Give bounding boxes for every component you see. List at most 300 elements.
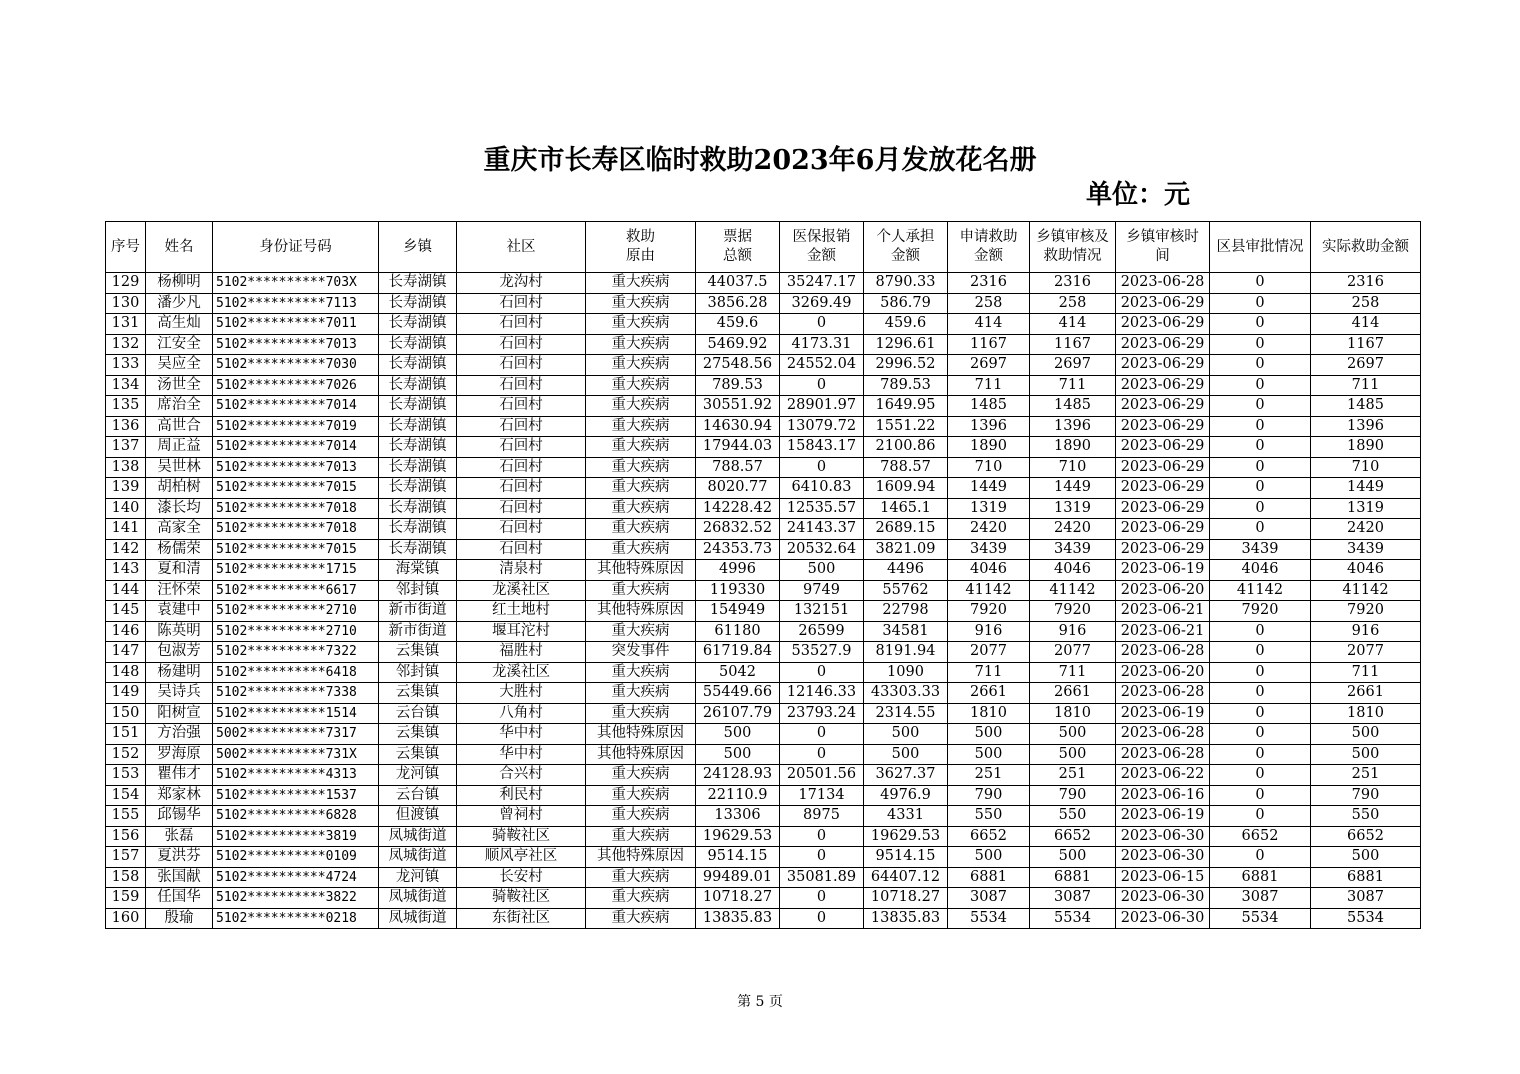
cell-insurance: 20532.64 <box>780 539 864 560</box>
cell-personal: 4496 <box>864 560 948 581</box>
cell-county-approval: 3087 <box>1210 888 1311 909</box>
cell-id: 5102**********7014 <box>213 396 379 417</box>
cell-bill-total: 5469.92 <box>696 334 780 355</box>
cell-reason: 重大疾病 <box>586 621 696 642</box>
cell-id: 5102**********7030 <box>213 355 379 376</box>
cell-reason: 其他特殊原因 <box>586 724 696 745</box>
cell-town: 凤城街道 <box>379 847 457 868</box>
table-row <box>106 457 1421 478</box>
cell-personal: 789.53 <box>864 375 948 396</box>
cell-actual-amount: 500 <box>1311 847 1421 868</box>
col-header-bill-total: 票据 总额 <box>696 222 780 273</box>
col-header-insurance: 医保报销 金额 <box>780 222 864 273</box>
cell-review-date: 2023-06-29 <box>1116 416 1210 437</box>
cell-apply: 500 <box>948 724 1030 745</box>
cell-seq: 155 <box>106 806 146 827</box>
cell-actual-amount: 2420 <box>1311 519 1421 540</box>
cell-town-review: 1485 <box>1030 396 1116 417</box>
cell-county-approval: 0 <box>1210 847 1311 868</box>
cell-town: 云集镇 <box>379 683 457 704</box>
cell-id: 5102**********7113 <box>213 293 379 314</box>
cell-name: 包淑芳 <box>146 642 213 663</box>
table-row <box>106 785 1421 806</box>
cell-insurance: 20501.56 <box>780 765 864 786</box>
cell-town-review: 1449 <box>1030 478 1116 499</box>
cell-name: 瞿伟才 <box>146 765 213 786</box>
cell-id: 5102**********7018 <box>213 498 379 519</box>
cell-insurance: 53527.9 <box>780 642 864 663</box>
cell-reason: 重大疾病 <box>586 683 696 704</box>
cell-review-date: 2023-06-20 <box>1116 580 1210 601</box>
cell-id: 5102**********7015 <box>213 478 379 499</box>
cell-name: 潘少凡 <box>146 293 213 314</box>
table-header-row <box>106 222 1421 273</box>
cell-reason: 重大疾病 <box>586 334 696 355</box>
cell-apply: 4046 <box>948 560 1030 581</box>
cell-town: 但渡镇 <box>379 806 457 827</box>
cell-bill-total: 4996 <box>696 560 780 581</box>
table-row <box>106 580 1421 601</box>
cell-apply: 500 <box>948 847 1030 868</box>
cell-actual-amount: 1396 <box>1311 416 1421 437</box>
cell-name: 方治强 <box>146 724 213 745</box>
cell-community: 石回村 <box>457 293 586 314</box>
table-row <box>106 478 1421 499</box>
cell-county-approval: 0 <box>1210 662 1311 683</box>
cell-community: 石回村 <box>457 334 586 355</box>
cell-community: 骑鞍社区 <box>457 888 586 909</box>
cell-review-date: 2023-06-19 <box>1116 806 1210 827</box>
cell-county-approval: 0 <box>1210 273 1311 294</box>
table-row <box>106 519 1421 540</box>
cell-seq: 160 <box>106 908 146 929</box>
cell-town: 新市街道 <box>379 601 457 622</box>
cell-town: 长寿湖镇 <box>379 539 457 560</box>
cell-apply: 1449 <box>948 478 1030 499</box>
cell-seq: 148 <box>106 662 146 683</box>
cell-insurance: 132151 <box>780 601 864 622</box>
cell-seq: 136 <box>106 416 146 437</box>
cell-bill-total: 61180 <box>696 621 780 642</box>
cell-personal: 500 <box>864 724 948 745</box>
cell-name: 张磊 <box>146 826 213 847</box>
cell-community: 大胜村 <box>457 683 586 704</box>
cell-id: 5102**********7015 <box>213 539 379 560</box>
cell-review-date: 2023-06-30 <box>1116 847 1210 868</box>
cell-reason: 重大疾病 <box>586 867 696 888</box>
cell-reason: 突发事件 <box>586 642 696 663</box>
cell-apply: 6881 <box>948 867 1030 888</box>
cell-community: 福胜村 <box>457 642 586 663</box>
cell-county-approval: 0 <box>1210 293 1311 314</box>
cell-bill-total: 788.57 <box>696 457 780 478</box>
cell-county-approval: 0 <box>1210 519 1311 540</box>
cell-name: 阳树宣 <box>146 703 213 724</box>
cell-bill-total: 459.6 <box>696 314 780 335</box>
cell-actual-amount: 1167 <box>1311 334 1421 355</box>
cell-town-review: 711 <box>1030 662 1116 683</box>
cell-review-date: 2023-06-29 <box>1116 478 1210 499</box>
cell-county-approval: 6881 <box>1210 867 1311 888</box>
table-row <box>106 867 1421 888</box>
cell-apply: 2661 <box>948 683 1030 704</box>
cell-insurance: 0 <box>780 888 864 909</box>
cell-review-date: 2023-06-28 <box>1116 273 1210 294</box>
cell-id: 5102**********7026 <box>213 375 379 396</box>
cell-id: 5102**********4724 <box>213 867 379 888</box>
cell-bill-total: 154949 <box>696 601 780 622</box>
cell-personal: 10718.27 <box>864 888 948 909</box>
cell-insurance: 8975 <box>780 806 864 827</box>
cell-town-review: 2420 <box>1030 519 1116 540</box>
cell-town: 云台镇 <box>379 785 457 806</box>
table-row <box>106 314 1421 335</box>
cell-reason: 重大疾病 <box>586 478 696 499</box>
cell-name: 高家全 <box>146 519 213 540</box>
cell-personal: 34581 <box>864 621 948 642</box>
cell-review-date: 2023-06-29 <box>1116 519 1210 540</box>
cell-town-review: 6652 <box>1030 826 1116 847</box>
cell-bill-total: 13835.83 <box>696 908 780 929</box>
cell-apply: 414 <box>948 314 1030 335</box>
cell-town: 长寿湖镇 <box>379 498 457 519</box>
cell-town-review: 7920 <box>1030 601 1116 622</box>
cell-id: 5102**********6828 <box>213 806 379 827</box>
cell-town-review: 6881 <box>1030 867 1116 888</box>
table-row <box>106 273 1421 294</box>
cell-actual-amount: 550 <box>1311 806 1421 827</box>
cell-review-date: 2023-06-29 <box>1116 498 1210 519</box>
cell-seq: 158 <box>106 867 146 888</box>
cell-name: 高世合 <box>146 416 213 437</box>
cell-reason: 重大疾病 <box>586 396 696 417</box>
table-row <box>106 765 1421 786</box>
cell-personal: 8191.94 <box>864 642 948 663</box>
cell-town: 云集镇 <box>379 642 457 663</box>
table-row <box>106 744 1421 765</box>
table-row <box>106 826 1421 847</box>
cell-community: 石回村 <box>457 519 586 540</box>
cell-bill-total: 55449.66 <box>696 683 780 704</box>
page-title: 重庆市长寿区临时救助2023年6月发放花名册 <box>483 145 1037 176</box>
cell-apply: 6652 <box>948 826 1030 847</box>
cell-town-review: 5534 <box>1030 908 1116 929</box>
cell-personal: 1296.61 <box>864 334 948 355</box>
cell-community: 利民村 <box>457 785 586 806</box>
cell-apply: 1485 <box>948 396 1030 417</box>
cell-apply: 1810 <box>948 703 1030 724</box>
cell-seq: 151 <box>106 724 146 745</box>
cell-insurance: 12146.33 <box>780 683 864 704</box>
cell-name: 夏洪芬 <box>146 847 213 868</box>
cell-community: 石回村 <box>457 416 586 437</box>
cell-reason: 重大疾病 <box>586 519 696 540</box>
cell-seq: 159 <box>106 888 146 909</box>
cell-apply: 710 <box>948 457 1030 478</box>
table-row <box>106 355 1421 376</box>
cell-review-date: 2023-06-30 <box>1116 908 1210 929</box>
cell-personal: 3627.37 <box>864 765 948 786</box>
cell-town: 海棠镇 <box>379 560 457 581</box>
cell-insurance: 6410.83 <box>780 478 864 499</box>
cell-review-date: 2023-06-19 <box>1116 703 1210 724</box>
cell-bill-total: 26832.52 <box>696 519 780 540</box>
cell-personal: 13835.83 <box>864 908 948 929</box>
cell-county-approval: 0 <box>1210 457 1311 478</box>
cell-reason: 重大疾病 <box>586 826 696 847</box>
cell-review-date: 2023-06-22 <box>1116 765 1210 786</box>
col-header-personal: 个人承担 金额 <box>864 222 948 273</box>
cell-review-date: 2023-06-28 <box>1116 642 1210 663</box>
cell-insurance: 500 <box>780 560 864 581</box>
cell-town: 云台镇 <box>379 703 457 724</box>
cell-bill-total: 99489.01 <box>696 867 780 888</box>
cell-community: 龙溪社区 <box>457 580 586 601</box>
cell-name: 邱锡华 <box>146 806 213 827</box>
cell-name: 杨儒荣 <box>146 539 213 560</box>
cell-personal: 9514.15 <box>864 847 948 868</box>
table-row <box>106 498 1421 519</box>
cell-community: 顺风亭社区 <box>457 847 586 868</box>
cell-name: 殷瑜 <box>146 908 213 929</box>
cell-name: 袁建中 <box>146 601 213 622</box>
cell-seq: 144 <box>106 580 146 601</box>
table-row <box>106 560 1421 581</box>
col-header-seq: 序号 <box>106 222 146 273</box>
cell-reason: 重大疾病 <box>586 498 696 519</box>
cell-town: 长寿湖镇 <box>379 293 457 314</box>
cell-insurance: 4173.31 <box>780 334 864 355</box>
cell-community: 石回村 <box>457 437 586 458</box>
cell-apply: 1167 <box>948 334 1030 355</box>
cell-reason: 重大疾病 <box>586 765 696 786</box>
cell-name: 席治全 <box>146 396 213 417</box>
cell-personal: 788.57 <box>864 457 948 478</box>
cell-id: 5102**********7013 <box>213 334 379 355</box>
cell-insurance: 17134 <box>780 785 864 806</box>
table-row <box>106 908 1421 929</box>
table-row <box>106 416 1421 437</box>
cell-county-approval: 0 <box>1210 498 1311 519</box>
cell-bill-total: 500 <box>696 724 780 745</box>
col-header-review-date: 乡镇审核时 间 <box>1116 222 1210 273</box>
cell-id: 5102**********0218 <box>213 908 379 929</box>
table-row <box>106 662 1421 683</box>
cell-reason: 重大疾病 <box>586 539 696 560</box>
cell-id: 5102**********7011 <box>213 314 379 335</box>
cell-insurance: 23793.24 <box>780 703 864 724</box>
cell-id: 5002**********7317 <box>213 724 379 745</box>
cell-town-review: 251 <box>1030 765 1116 786</box>
cell-community: 华中村 <box>457 724 586 745</box>
cell-seq: 129 <box>106 273 146 294</box>
cell-seq: 137 <box>106 437 146 458</box>
cell-actual-amount: 1485 <box>1311 396 1421 417</box>
table-row <box>106 437 1421 458</box>
cell-town: 长寿湖镇 <box>379 478 457 499</box>
cell-id: 5102**********1514 <box>213 703 379 724</box>
cell-actual-amount: 414 <box>1311 314 1421 335</box>
cell-community: 龙溪社区 <box>457 662 586 683</box>
cell-town-review: 258 <box>1030 293 1116 314</box>
cell-bill-total: 24353.73 <box>696 539 780 560</box>
cell-apply: 1890 <box>948 437 1030 458</box>
cell-seq: 142 <box>106 539 146 560</box>
cell-town: 凤城街道 <box>379 826 457 847</box>
cell-name: 夏和清 <box>146 560 213 581</box>
cell-seq: 139 <box>106 478 146 499</box>
cell-town-review: 711 <box>1030 375 1116 396</box>
table-row <box>106 293 1421 314</box>
cell-town-review: 1810 <box>1030 703 1116 724</box>
cell-reason: 重大疾病 <box>586 314 696 335</box>
cell-reason: 重大疾病 <box>586 457 696 478</box>
cell-town-review: 1319 <box>1030 498 1116 519</box>
cell-reason: 重大疾病 <box>586 375 696 396</box>
unit-label: 单位：元 <box>1086 180 1191 210</box>
cell-town-review: 1167 <box>1030 334 1116 355</box>
cell-name: 胡柏树 <box>146 478 213 499</box>
cell-apply: 790 <box>948 785 1030 806</box>
cell-seq: 132 <box>106 334 146 355</box>
cell-personal: 22798 <box>864 601 948 622</box>
cell-actual-amount: 4046 <box>1311 560 1421 581</box>
col-header-apply: 申请救助 金额 <box>948 222 1030 273</box>
cell-actual-amount: 2661 <box>1311 683 1421 704</box>
cell-town-review: 2661 <box>1030 683 1116 704</box>
cell-actual-amount: 5534 <box>1311 908 1421 929</box>
cell-id: 5102**********7014 <box>213 437 379 458</box>
cell-reason: 其他特殊原因 <box>586 560 696 581</box>
cell-county-approval: 6652 <box>1210 826 1311 847</box>
cell-actual-amount: 6652 <box>1311 826 1421 847</box>
cell-actual-amount: 710 <box>1311 457 1421 478</box>
cell-name: 杨柳明 <box>146 273 213 294</box>
cell-town: 长寿湖镇 <box>379 396 457 417</box>
cell-bill-total: 19629.53 <box>696 826 780 847</box>
cell-reason: 重大疾病 <box>586 437 696 458</box>
cell-town: 长寿湖镇 <box>379 334 457 355</box>
cell-insurance: 3269.49 <box>780 293 864 314</box>
cell-bill-total: 500 <box>696 744 780 765</box>
cell-apply: 2697 <box>948 355 1030 376</box>
cell-bill-total: 13306 <box>696 806 780 827</box>
cell-seq: 143 <box>106 560 146 581</box>
cell-county-approval: 3439 <box>1210 539 1311 560</box>
col-header-town: 乡镇 <box>379 222 457 273</box>
cell-name: 吴应全 <box>146 355 213 376</box>
cell-community: 华中村 <box>457 744 586 765</box>
cell-community: 石回村 <box>457 498 586 519</box>
cell-apply: 2420 <box>948 519 1030 540</box>
cell-review-date: 2023-06-30 <box>1116 826 1210 847</box>
cell-personal: 19629.53 <box>864 826 948 847</box>
cell-apply: 711 <box>948 375 1030 396</box>
cell-insurance: 24552.04 <box>780 355 864 376</box>
cell-personal: 586.79 <box>864 293 948 314</box>
table-row <box>106 539 1421 560</box>
cell-actual-amount: 1319 <box>1311 498 1421 519</box>
table-row <box>106 888 1421 909</box>
cell-seq: 140 <box>106 498 146 519</box>
cell-seq: 133 <box>106 355 146 376</box>
cell-bill-total: 9514.15 <box>696 847 780 868</box>
cell-personal: 1465.1 <box>864 498 948 519</box>
cell-personal: 8790.33 <box>864 273 948 294</box>
cell-id: 5102**********0109 <box>213 847 379 868</box>
cell-review-date: 2023-06-29 <box>1116 457 1210 478</box>
cell-county-approval: 0 <box>1210 396 1311 417</box>
table-row <box>106 601 1421 622</box>
cell-review-date: 2023-06-20 <box>1116 662 1210 683</box>
cell-personal: 3821.09 <box>864 539 948 560</box>
cell-seq: 153 <box>106 765 146 786</box>
cell-id: 5102**********4313 <box>213 765 379 786</box>
col-header-community: 社区 <box>457 222 586 273</box>
cell-reason: 重大疾病 <box>586 662 696 683</box>
cell-actual-amount: 2077 <box>1311 642 1421 663</box>
cell-insurance: 0 <box>780 457 864 478</box>
cell-review-date: 2023-06-29 <box>1116 539 1210 560</box>
cell-reason: 重大疾病 <box>586 355 696 376</box>
cell-actual-amount: 790 <box>1311 785 1421 806</box>
cell-bill-total: 14228.42 <box>696 498 780 519</box>
cell-town: 邻封镇 <box>379 662 457 683</box>
cell-bill-total: 61719.84 <box>696 642 780 663</box>
cell-id: 5102**********1537 <box>213 785 379 806</box>
cell-community: 堰耳沱村 <box>457 621 586 642</box>
cell-apply: 41142 <box>948 580 1030 601</box>
cell-county-approval: 41142 <box>1210 580 1311 601</box>
cell-apply: 711 <box>948 662 1030 683</box>
cell-review-date: 2023-06-30 <box>1116 888 1210 909</box>
cell-community: 八角村 <box>457 703 586 724</box>
col-header-reason: 救助 原由 <box>586 222 696 273</box>
cell-town: 长寿湖镇 <box>379 437 457 458</box>
cell-apply: 550 <box>948 806 1030 827</box>
cell-seq: 146 <box>106 621 146 642</box>
cell-community: 石回村 <box>457 375 586 396</box>
cell-review-date: 2023-06-28 <box>1116 683 1210 704</box>
cell-community: 东街社区 <box>457 908 586 929</box>
cell-reason: 其他特殊原因 <box>586 601 696 622</box>
cell-actual-amount: 916 <box>1311 621 1421 642</box>
cell-personal: 64407.12 <box>864 867 948 888</box>
col-header-id: 身份证号码 <box>213 222 379 273</box>
cell-insurance: 35081.89 <box>780 867 864 888</box>
cell-name: 张国献 <box>146 867 213 888</box>
cell-apply: 1319 <box>948 498 1030 519</box>
cell-town: 龙河镇 <box>379 867 457 888</box>
cell-insurance: 15843.17 <box>780 437 864 458</box>
cell-reason: 重大疾病 <box>586 806 696 827</box>
table-row <box>106 375 1421 396</box>
cell-seq: 147 <box>106 642 146 663</box>
table-row <box>106 621 1421 642</box>
cell-name: 汤世全 <box>146 375 213 396</box>
cell-name: 郑家林 <box>146 785 213 806</box>
cell-name: 吴诗兵 <box>146 683 213 704</box>
cell-county-approval: 0 <box>1210 683 1311 704</box>
cell-bill-total: 119330 <box>696 580 780 601</box>
cell-bill-total: 5042 <box>696 662 780 683</box>
cell-county-approval: 7920 <box>1210 601 1311 622</box>
cell-community: 骑鞍社区 <box>457 826 586 847</box>
cell-apply: 258 <box>948 293 1030 314</box>
cell-seq: 149 <box>106 683 146 704</box>
cell-community: 曾祠村 <box>457 806 586 827</box>
cell-id: 5102**********1715 <box>213 560 379 581</box>
